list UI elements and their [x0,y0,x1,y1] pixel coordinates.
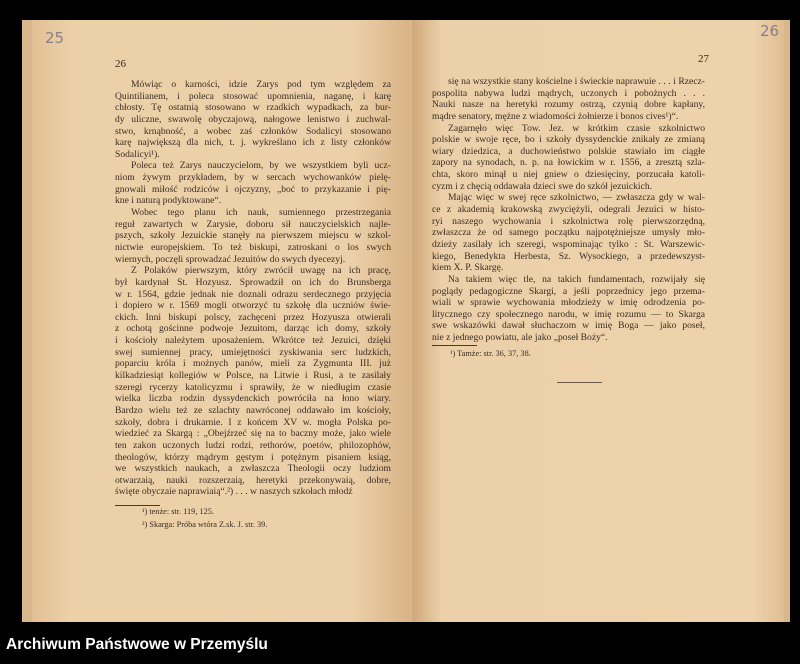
text-line: swe wskazówki dawał słuchaczom w imię Boga — jako poseł, [432,320,705,332]
text-line: chta, skoro minął u niej gniew o dziesięciny, porzucała katoli- [432,169,705,181]
text-line: wiali w sprawie wychowania młodzieży w imię odrodzenia po- [432,297,705,309]
text-line: Mówiąc o karności, idzie Zarys pod tym względem za [131,79,391,90]
text-line: wiedzieć za Skargą : „Obejźrzeć się na to baczny może, jako wiele [115,428,391,440]
footnote: ²) Skarga: Próba wtóra Z.sk. J. str. 39. [142,520,268,529]
book-spread [22,20,790,622]
text-line: ryi naszego wychowania i szkolnictwa rolę pierwszorzędną, [432,215,705,227]
text-line: dzieży zasilały ich szeregi, wspominając tylko : St. Warszewic- [432,238,705,250]
end-ornament [557,382,602,383]
text-line: i dopiero w r. 1569 mogli otworzyć tu szkołę dla uczniów świe- [115,300,391,312]
text-line: pospolita nabywa ludzi mądrych, uczonych i pobożnych . . . [432,87,705,99]
text-line: Zagarnęło więc Tow. Jez. w krótkim czasie szkolnictwo [448,122,705,134]
text-line: reguł zawartych w Zarysie, doboru sił nauczycielskich najle- [115,218,391,230]
page-body [432,76,705,344]
page-number: 27 [698,53,709,65]
footnote: ¹) Tamże: str. 36, 37, 38. [450,349,531,358]
text-line: z ochotą gościnne podwoje Jezuitom, darząc ich domy, szkoły [115,323,391,335]
text-line: Na takiem więc tle, na takich fundamentach, rozwijały się [448,273,705,285]
text-line: szkoły, dobra i drukarnie. I z końcem XV w. mogła Polska po- [115,416,391,428]
text-line: polskie w swoje ręce, bo i szkoły dyssydenckie znikały ze zmianą [432,134,705,146]
pencil-page-number: 25 [45,29,65,47]
text-line: zwłaszcza że od samego początku najpotężniejsze umysły mło- [432,227,705,239]
page-body [115,79,391,498]
text-line: Nauki nasze na heretyki rozumy ostrzą, czynią dobre kapłany, [432,99,705,111]
text-line: mądre senatory, mężne z wiadomości żołnierze i bonos cives¹)“. [432,110,679,122]
text-line: niom żywym przykładem, by w sercach wychowanków pielę- [115,172,391,184]
text-line: Mając więc w swej ręce szkolnictwo, — zwłaszcza gdy w wal- [448,192,705,204]
text-line: Bardzo wielu też ze szlachty nawróconej oddawało im kościoły, [115,404,391,416]
text-line: kiem X. P. Skargę. [432,262,504,274]
text-line: ckich. Inni biskupi polscy, zachęceni przez Hozyusza otwierali [115,311,391,323]
text-line: cyzm i z chęcią oddawała dzieci swe do szkół jezuickich. [432,180,653,192]
text-line: litycznego czy społecznego narodu, w imię rozumu — to Skarga [432,308,705,320]
text-line: poglądy pedagogiczne Skargi, a jeśli poprzednicy jego przema- [432,285,705,297]
text-line: wielka liczba rodzin dyssydenckich powróciła na łono wiary. [115,393,391,405]
text-line: Poleca też Zarys nauczycielom, by we wszystkiem byli ucz- [131,160,391,172]
text-line: Quintilianem, i poleca stosować upomnienia, naganę, i karę [115,90,391,102]
text-line: poparciu króla i możnych panów, mieli za Zygmunta III. już [115,358,391,370]
page-number: 26 [115,58,126,70]
text-line: kilkadziesiąt kollegiów w Polsce, na Litwie i Rusi, a te zasilały [115,370,391,382]
text-line: wiary dziedzica, a duchowieństwo polskie stawiało im ciągłe [432,145,705,157]
text-line: we wszystkich naukach, a zwłaszcza Theologii oczy ludziom [115,463,391,475]
text-line: karę największą dla nich, t. j. wykreślano ich z listy członków [115,137,391,149]
archive-footer [0,630,800,664]
text-line: i kościoły należytem uposażeniem. Wkrótce też Jezuici, dzięki [115,335,391,347]
text-line: szeregi rycerzy katolicyzmu i sprawiły, że w niedługim czasie [115,381,391,393]
text-line: kne i naturą podyktowane“. [115,195,222,207]
text-line: gnowali miłość rodziców i ojczyzny, „boć to przykazanie i pię- [115,183,391,195]
text-line: kiego, Benedykta Herbesta, Sz. Wysockiego, a przedewszyst- [432,250,705,262]
text-line: Sodalicyi¹). [115,148,160,160]
footnotes [450,347,531,360]
text-line: wiernych, poczęli sprowadzać Jezuitów do swych dyecezyj. [115,253,346,265]
text-line: dy uliczne, swawolę obyczajową, nałogowe lenistwo i zuchwal- [115,113,391,125]
footnotes [142,505,267,531]
text-line: był kardynał St. Hozyusz. Sprowadził on ich do Brunsberga [115,276,391,288]
text-line: chłosty. Tę ostatnią stosowano w rzadkich wypadkach, za bur- [115,102,391,114]
archive-name: Archiwum Państwowe w Przemyślu [6,636,268,653]
footnote-rule [432,345,477,346]
text-line: Z Polaków pierwszym, który zwrócił uwagę na ich pracę, [131,265,391,277]
text-line: zapory na synodach, n. p. na łowickim w r. 1556, a zresztą szla- [432,157,705,169]
text-line: stwo, krnąbność, a wobec zaś członków Sodalicyi stosowano [115,125,391,137]
text-line: święte obyczaie naprawiaią“.²) . . . w naszych szkołach młodź [115,486,353,498]
text-line: w r. 1564, gdzie jednak nie doznali odrazu serdecznego przyjęcia [115,288,391,300]
text-line: ten zakon uczonych ludzi rodzi, rethorów, poetów, philozophów, [115,439,391,451]
text-line: Wobec tego planu ich nauk, sumiennego przestrzegania [131,207,391,219]
text-line: się na wszystkie stany kościelne i świeckie naprawuie . . . i Rzecz- [448,76,705,87]
text-line: pszych, szkoły Jezuickie stanęły na pierwszem miejscu w szkol- [115,230,391,242]
text-line: nictwie europejskiem. To też biskupi, zatroskani o los swych [115,241,391,253]
text-line: ce z akademią krakowską zwyciężyli, odegrali Jezuici w histo- [432,204,705,216]
left-page [32,20,410,622]
footnote: ¹) tenże: str. 119, 125. [142,507,214,516]
pencil-page-number: 26 [760,22,780,40]
text-line: theologów, którzy mądrym gęstym i potężnym pisaniem ksiąg, [115,451,391,463]
text-line: otwarzaią, nauki rozszerzaią, heretyki przekonywaią, dobre, [115,474,391,486]
text-line: nie z jednego powiatu, ale jako „poseł Boży“. [432,332,608,344]
text-line: swej sumiennej pracy, umiejętności zyskiwania serc ludzkich, [115,346,391,358]
right-page [412,20,784,622]
